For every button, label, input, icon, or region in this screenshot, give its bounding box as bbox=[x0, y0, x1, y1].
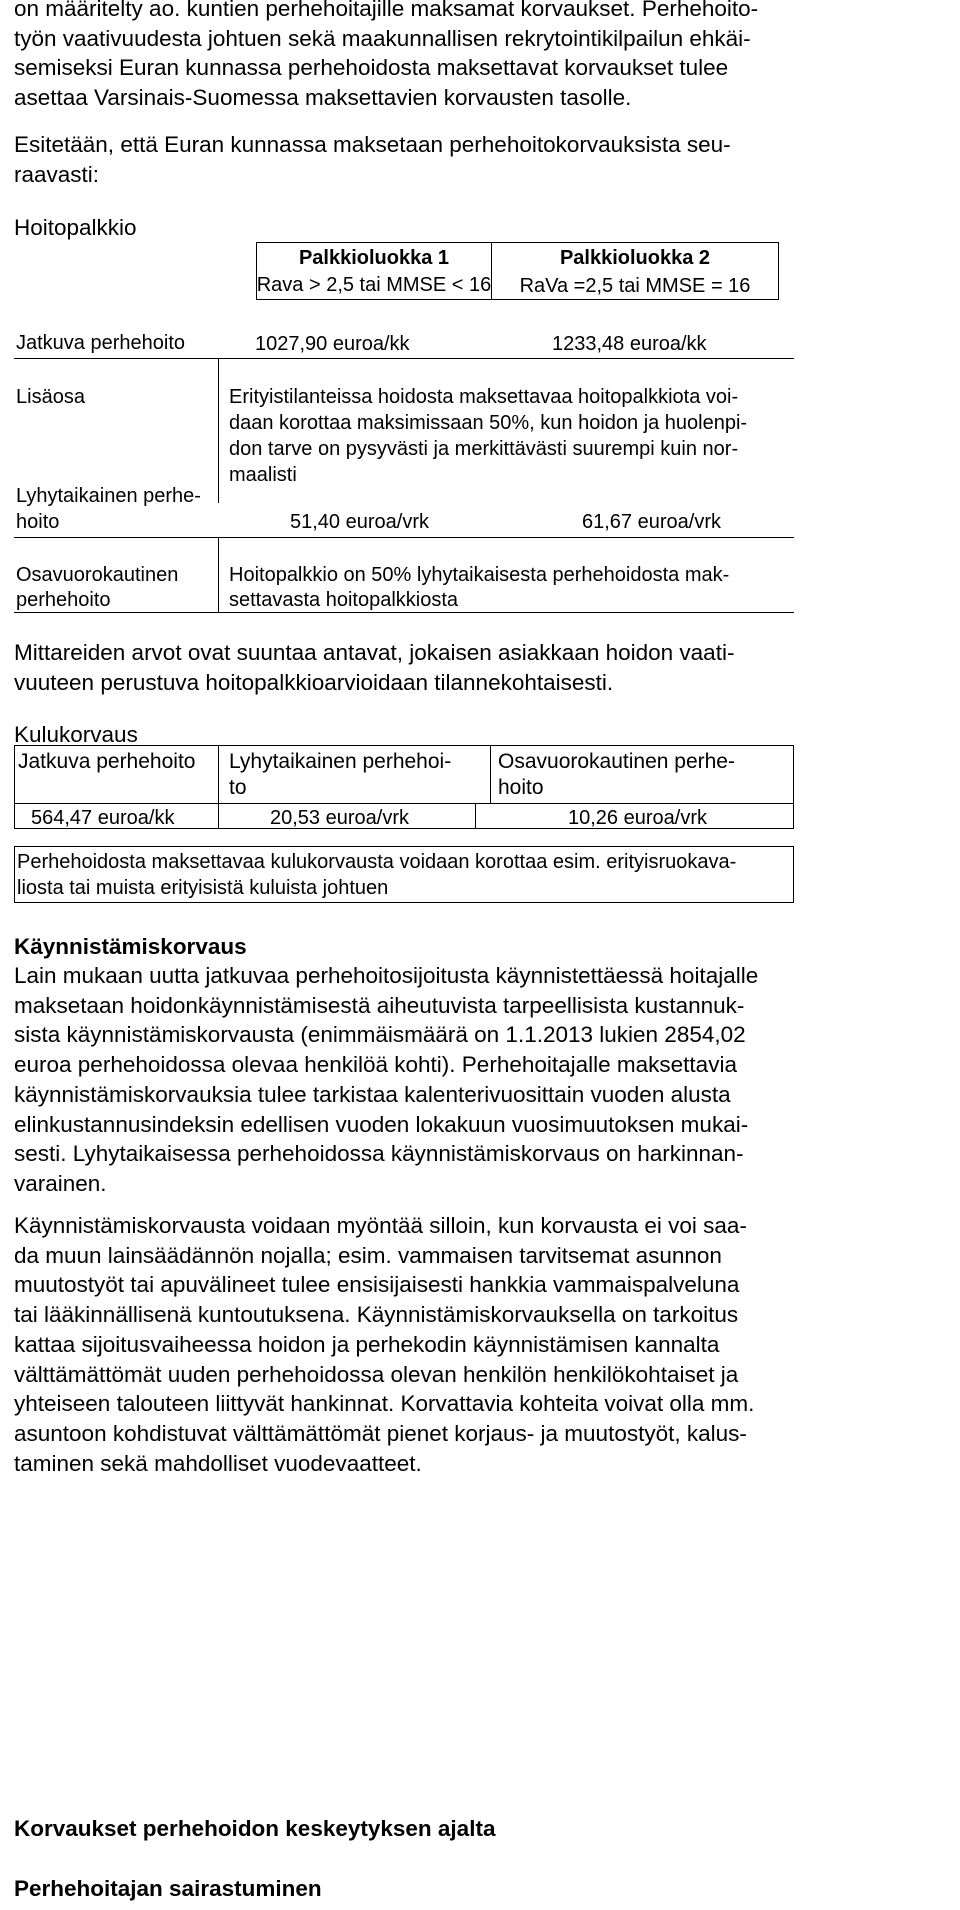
extra-part-label: Lisäosa bbox=[16, 386, 85, 408]
text-line: Esitetään, että Euran kunnassa maksetaan perhehoitokorvauksista seu- bbox=[14, 132, 731, 157]
text-line: Erityistilanteissa hoidosta maksettavaa hoitopalkkiota voi- bbox=[229, 386, 739, 408]
overnight-text-line2: settavasta hoitopalkkiosta bbox=[229, 589, 459, 611]
text-line: yhteiseen talouteen liittyvät hankinnat. Korvattavia kohteita voivat olla mm. bbox=[14, 1391, 755, 1417]
short-term-class1-value: 51,40 euroa/vrk bbox=[290, 511, 429, 533]
text-line: don tarve on pysyvästi ja merkittävästi suurempi kuin nor- bbox=[229, 438, 739, 460]
text-line: välttämättömät uuden perhehoidossa olevan henkilön henkilökohtaiset ja bbox=[14, 1361, 739, 1387]
column-divider bbox=[475, 803, 476, 829]
expense-col3-header-line1: Osavuorokautinen perhe- bbox=[498, 750, 735, 773]
column-divider bbox=[218, 358, 219, 503]
expense-col1-header: Jatkuva perhehoito bbox=[18, 750, 196, 773]
row-divider bbox=[14, 803, 794, 804]
proposal-paragraph bbox=[14, 130, 731, 189]
continuous-class1-value: 1027,90 euroa/kk bbox=[255, 333, 410, 355]
expense-col2-value: 20,53 euroa/vrk bbox=[270, 807, 409, 829]
text-line: tai lääkinnällisenä kuntoutuksena. Käynnistämiskorvauksella on tarkoitus bbox=[14, 1302, 739, 1328]
short-term-class2-value: 61,67 euroa/vrk bbox=[582, 511, 721, 533]
expense-col2-header-line1: Lyhytaikainen perhehoi- bbox=[229, 750, 452, 773]
text-line: varainen. bbox=[14, 1170, 107, 1196]
expense-col3-header-line2: hoito bbox=[498, 776, 544, 799]
text-line: taminen sekä mahdolliset vuodevaatteet. bbox=[14, 1450, 422, 1476]
class2-title: Palkkioluokka 2 bbox=[559, 247, 711, 269]
text-line: elinkustannusindeksin edellisen vuoden lokakuun vuosimuutoksen mukai- bbox=[14, 1111, 749, 1137]
text-line: euroa perhehoidossa olevaa henkilöä kohti). Perhehoitajalle maksettavia bbox=[14, 1052, 737, 1078]
text-line: da muun lainsäädännön nojalla; esim. vammaisen tarvitsemat asunnon bbox=[14, 1242, 722, 1268]
kulukorvaus-heading: Kulukorvaus bbox=[14, 722, 138, 747]
short-term-label-line1: Lyhytaikainen perhe- bbox=[16, 485, 201, 507]
overnight-label-line2: perhehoito bbox=[16, 589, 111, 611]
text-line: sesti. Lyhytaikaisessa perhehoidossa käynnistämiskorvaus on harkinnan- bbox=[14, 1141, 744, 1167]
overnight-text-line1: Hoitopalkkio on 50% lyhytaikaisesta perhehoidosta mak- bbox=[229, 564, 730, 586]
expense-col2-header-line2: to bbox=[229, 776, 247, 799]
indicator-paragraph bbox=[14, 638, 734, 697]
class1-criteria: Rava > 2,5 tai MMSE < 16 bbox=[256, 274, 492, 296]
hoitopalkkio-heading: Hoitopalkkio bbox=[14, 215, 137, 240]
text-line: käynnistämiskorvauksia tulee tarkistaa kalenterivuosittain vuoden alusta bbox=[14, 1081, 731, 1107]
kaynnistamis-heading: Käynnistämiskorvaus bbox=[14, 934, 247, 959]
expense-note-line1: Perhehoidosta maksettavaa kulukorvausta voidaan korottaa esim. erityisruokava- bbox=[17, 851, 737, 873]
text-line: vuuteen perustuva hoitopalkkioarvioidaan tilannekohtaisesti. bbox=[14, 669, 614, 695]
overnight-label-line1: Osavuorokautinen bbox=[16, 564, 179, 586]
text-line: muutostyöt tai apuvälineet tulee ensisijaisesti hankkia vammaispalveluna bbox=[14, 1272, 740, 1298]
text-line: maksetaan hoidonkäynnistämisestä aiheutuvista tarpeellisista kustannuk- bbox=[14, 992, 745, 1018]
expense-col1-value: 564,47 euroa/kk bbox=[31, 807, 175, 829]
column-divider bbox=[218, 745, 219, 829]
text-line: asuntoon kohdistuvat välttämättömät pienet korjaus- ja muutostyöt, kalus- bbox=[14, 1420, 747, 1446]
expense-note-line2: liosta tai muista erityisistä kuluista johtuen bbox=[17, 877, 389, 899]
text-line: Lain mukaan uutta jatkuvaa perhehoitosijoitusta käynnistettäessä hoitajalle bbox=[14, 963, 759, 988]
text-line: semiseksi Euran kunnassa perhehoidosta maksettavat korvaukset tulee bbox=[14, 55, 729, 81]
text-line: raavasti: bbox=[14, 161, 100, 187]
kaynnistamis-paragraph-2 bbox=[14, 1211, 754, 1478]
text-line: asettaa Varsinais-Suomessa maksettavien korvausten tasolle. bbox=[14, 85, 632, 111]
column-divider bbox=[490, 745, 491, 803]
text-line: on määritelty ao. kuntien perhehoitajille maksamat korvaukset. Perhehoito- bbox=[14, 0, 759, 21]
text-line: Mittareiden arvot ovat suuntaa antavat, jokaisen asiakkaan hoidon vaati- bbox=[14, 640, 735, 665]
interruption-heading: Korvaukset perhehoidon keskeytyksen ajalta bbox=[14, 1816, 496, 1841]
short-term-label-line2: hoito bbox=[16, 511, 60, 533]
row-divider bbox=[14, 612, 794, 613]
text-line: daan korottaa maksimissaan 50%, kun hoidon ja huolenpi- bbox=[229, 412, 748, 434]
kaynnistamis-paragraph-1 bbox=[14, 961, 758, 1199]
row-divider bbox=[14, 358, 794, 359]
text-line: sista käynnistämiskorvausta (enimmäismäärä on 1.1.2013 lukien 2854,02 bbox=[14, 1022, 746, 1048]
continuous-class2-value: 1233,48 euroa/kk bbox=[552, 333, 707, 355]
column-divider bbox=[218, 537, 219, 612]
text-line: maalisti bbox=[229, 464, 297, 486]
class2-criteria: RaVa =2,5 tai MMSE = 16 bbox=[519, 275, 751, 297]
text-line: Käynnistämiskorvausta voidaan myöntää silloin, kun korvausta ei voi saa- bbox=[14, 1213, 747, 1238]
text-line: työn vaativuudesta johtuen sekä maakunnallisen rekrytointikilpailun ehkäi- bbox=[14, 25, 751, 51]
continuous-care-label: Jatkuva perhehoito bbox=[16, 332, 186, 354]
text-line: kattaa sijoitusvaiheessa hoidon ja perhekodin käynnistämisen kannalta bbox=[14, 1331, 720, 1357]
row-divider bbox=[14, 537, 794, 538]
expense-col3-value: 10,26 euroa/vrk bbox=[568, 807, 707, 829]
class1-title: Palkkioluokka 1 bbox=[298, 247, 450, 269]
sickness-heading: Perhehoitajan sairastuminen bbox=[14, 1876, 322, 1901]
intro-paragraph bbox=[14, 0, 758, 113]
extra-part-text bbox=[229, 384, 747, 488]
